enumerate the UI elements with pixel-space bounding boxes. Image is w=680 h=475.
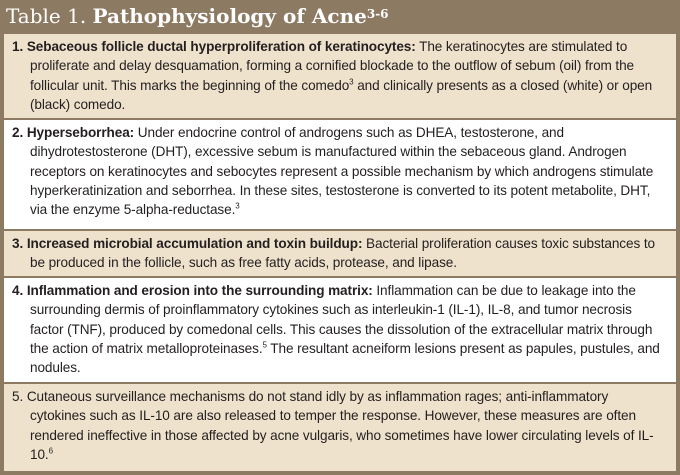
table-title-refs: 3-6	[366, 7, 389, 21]
row-body: The keratinocytes are stimulated to proliferate and delay desquamation, forming a cornified blockade to the outflow of sebum (oil) from the follicular unit. This marks the beginning of the comedo	[30, 39, 635, 93]
table-title	[6, 3, 389, 29]
row-body: Bacterial proliferation causes toxic substances to be produced in the follicle, such as free fatty acids, protease, and lipase.	[30, 236, 655, 271]
table-title-text: Pathophysiology of Acne	[92, 4, 367, 28]
row-text	[12, 234, 666, 273]
table-row-1	[4, 34, 676, 118]
row-reference: 5	[262, 340, 267, 350]
table-row-2	[4, 120, 676, 229]
row-reference: 3	[235, 201, 240, 211]
row-text	[12, 123, 666, 219]
row-text	[12, 387, 666, 464]
row-body: Under endocrine control of androgens such as DHEA, testosterone, and dihydrotestosterone (DHT), excessive sebum is manufactured within the sebaceous gland. Androgen receptors on keratinocytes and sebocytes represent a possible mechanism by which androgens stimulate hyperkeratinization and seborrhea. In these sites, testosterone is converted to its potent metabolite, DHT, via the enzyme 5-alpha-reductase.	[30, 125, 654, 218]
table-row-5	[4, 384, 676, 471]
row-heading: 3. Increased microbial accumulation and toxin buildup:	[12, 236, 363, 251]
table-title-bar	[0, 0, 680, 33]
row-body-continued: and clinically presents as a closed (white) or open (black) comedo.	[30, 77, 653, 112]
row-heading: 2. Hyperseborrhea:	[12, 125, 135, 140]
row-reference: 6	[48, 446, 53, 456]
table-label: Table 1.	[6, 4, 87, 28]
row-heading: 4. Inflammation and erosion into the surrounding matrix:	[12, 283, 373, 298]
table-row-4	[4, 278, 676, 382]
row-reference: 3	[349, 77, 354, 87]
table-row-3	[4, 231, 676, 276]
row-text	[12, 37, 666, 114]
row-heading: 1. Sebaceous follicle ductal hyperproliferation of keratinocytes:	[12, 39, 416, 54]
row-body-continued: The resultant acneiform lesions present as papules, pustules, and nodules.	[30, 340, 660, 376]
row-body: Inflammation can be due to leakage into the surrounding dermis of proinflammatory cytokines such as interleukin-1 (IL-1), IL-8, and tumor necrosis factor (TNF), produced by comedonal cells. This causes the dissolution of the extracellular matrix through the action of matrix metalloproteinases.	[30, 283, 653, 356]
row-text	[12, 281, 666, 377]
row-body: 5. Cutaneous surveillance mechanisms do not stand idly by as inflammation rages; anti-inflammatory cytokines such as IL-10 are also released to temper the response. However, these measures are often rendered ineffective in those affected by acne vulgaris, who sometimes have lower circulating levels of IL-10.	[12, 389, 654, 462]
